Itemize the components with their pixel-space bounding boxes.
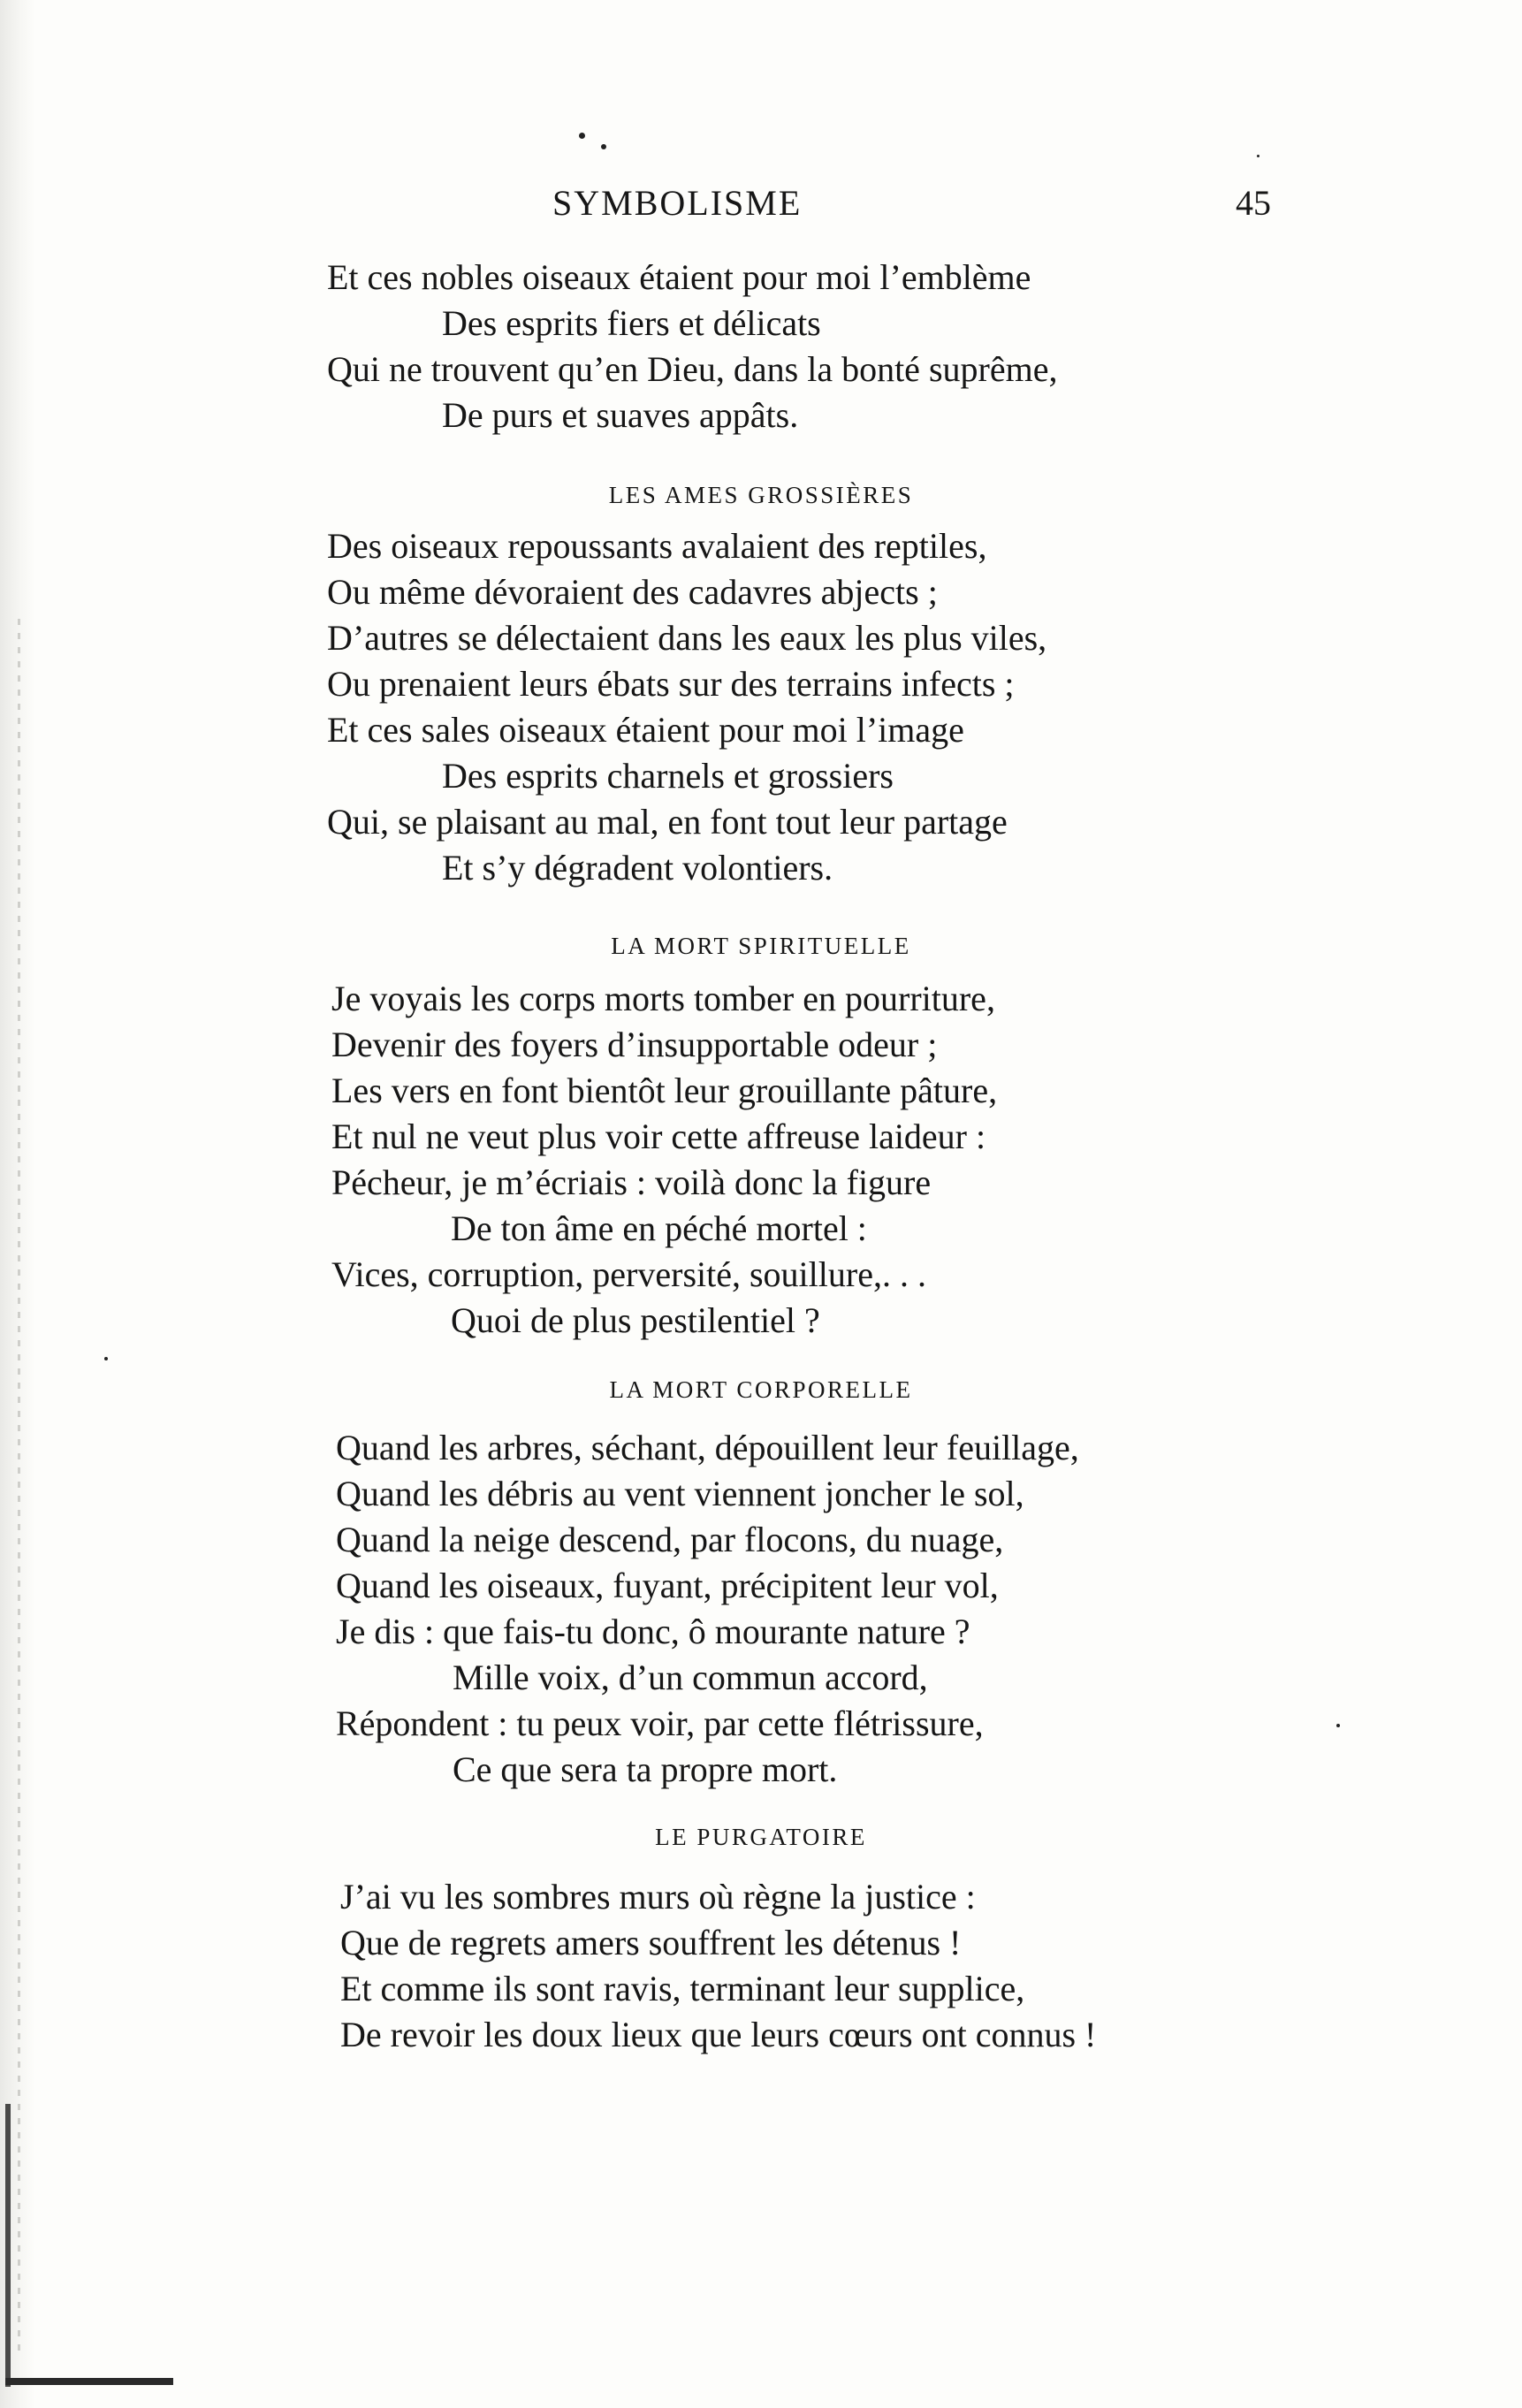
- page-number: 45: [1236, 183, 1271, 223]
- ink-speck: [1336, 1724, 1340, 1727]
- verse-line: Des oiseaux repoussants avalaient des reptiles,: [327, 526, 987, 566]
- verse-line: Les vers en font bientôt leur grouillante pâture,: [331, 1071, 998, 1110]
- verse-line: Et comme ils sont ravis, terminant leur supplice,: [340, 1969, 1025, 2008]
- page-corner-mark: [5, 2378, 173, 2385]
- verse-line: Pécheur, je m’écriais : voilà donc la figure: [331, 1162, 932, 1202]
- verse-line: D’autres se délectaient dans les eaux les plus viles,: [327, 618, 1047, 658]
- verse-line: Ou même dévoraient des cadavres abjects ;: [327, 572, 938, 612]
- verse-line: Quoi de plus pestilentiel ?: [451, 1300, 820, 1340]
- section-heading: LE PURGATOIRE: [655, 1824, 867, 1850]
- verse-line: Et nul ne veut plus voir cette affreuse laideur :: [331, 1116, 986, 1156]
- verse-line: Quand les débris au vent viennent joncher le sol,: [336, 1474, 1024, 1513]
- verse-line: Je dis : que fais-tu donc, ô mourante nature ?: [336, 1612, 970, 1651]
- verse-line: Devenir des foyers d’insupportable odeur ;: [331, 1025, 938, 1064]
- verse-line: Et ces nobles oiseaux étaient pour moi l’emblème: [327, 257, 1031, 297]
- running-title: SYMBOLISME: [552, 183, 803, 223]
- verse-line: Que de regrets amers souffrent les détenus !: [340, 1923, 962, 1962]
- verse-line: Et s’y dégradent volontiers.: [442, 848, 833, 888]
- verse-line: Des esprits charnels et grossiers: [442, 756, 894, 796]
- verse-line: De ton âme en péché mortel :: [451, 1208, 867, 1248]
- verse-line: Quand les oiseaux, fuyant, précipitent leur vol,: [336, 1566, 999, 1605]
- binding-edge-dark: [5, 2104, 11, 2387]
- ink-speck: [601, 144, 606, 149]
- verse-line: Qui ne trouvent qu’en Dieu, dans la bonté suprême,: [327, 349, 1058, 389]
- verse-line: Des esprits fiers et délicats: [442, 303, 821, 343]
- page-header: [0, 177, 1522, 230]
- verse-line: Qui, se plaisant au mal, en font tout leur partage: [327, 802, 1008, 842]
- verse-line: Et ces sales oiseaux étaient pour moi l’image: [327, 710, 964, 750]
- verse-line: Répondent : tu peux voir, par cette flétrissure,: [336, 1703, 984, 1743]
- section-heading: LES AMES GROSSIÈRES: [608, 482, 914, 508]
- ink-speck: [1257, 155, 1259, 157]
- verse-line: Vices, corruption, perversité, souillure,. . .: [331, 1254, 926, 1294]
- verse-line: Je voyais les corps morts tomber en pourriture,: [331, 979, 995, 1018]
- section-heading: LA MORT CORPORELLE: [609, 1376, 913, 1403]
- verse-line: Ce que sera ta propre mort.: [453, 1749, 838, 1789]
- verse-line: De purs et suaves appâts.: [442, 395, 799, 435]
- ink-speck: [104, 1357, 108, 1360]
- verse-line: J’ai vu les sombres murs où règne la justice :: [340, 1877, 976, 1916]
- verse-line: Quand les arbres, séchant, dépouillent leur feuillage,: [336, 1428, 1079, 1467]
- verse-line: Mille voix, d’un commun accord,: [453, 1657, 928, 1697]
- verse-line: De revoir les doux lieux que leurs cœurs ont connus !: [340, 2015, 1097, 2054]
- binding-edge-marks: [18, 619, 20, 2351]
- verse-line: Ou prenaient leurs ébats sur des terrains infects ;: [327, 664, 1015, 704]
- verse-line: Quand la neige descend, par flocons, du nuage,: [336, 1520, 1004, 1559]
- section-heading: LA MORT SPIRITUELLE: [611, 933, 911, 959]
- ink-speck: [579, 133, 585, 139]
